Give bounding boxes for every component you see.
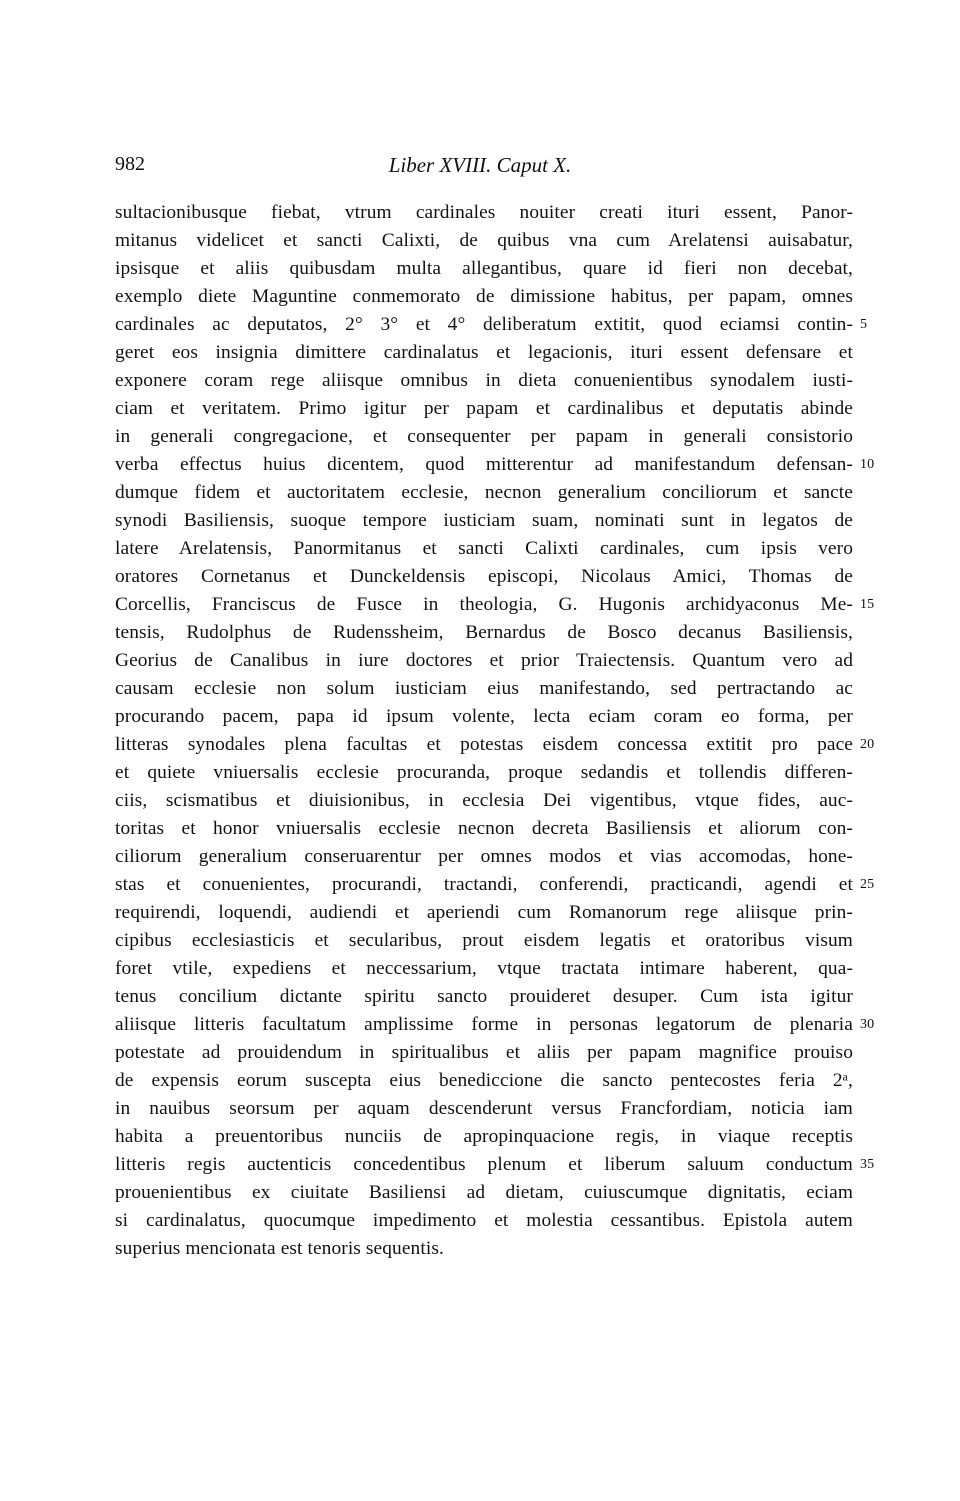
line-number: 10 [860,457,875,472]
text-line [115,255,853,283]
text-line-content: superius mencionata est tenoris sequentis. [115,1238,444,1259]
line-number: 20 [860,737,875,752]
text-line [115,367,853,395]
text-line [115,1123,853,1151]
text-line-content: geret eos insignia dimittere cardinalatus et legacionis, ituri essent defensare et [115,342,853,363]
text-line-content: procurando pacem, papa id ipsum volente, lecta eciam coram eo forma, per [115,706,853,727]
text-line [115,815,853,843]
text-line [115,1039,853,1067]
text-line [115,591,875,619]
text-line-content: toritas et honor vniuersalis ecclesie necnon decreta Basiliensis et aliorum con- [115,818,853,839]
text-line-content: prouenientibus ex ciuitate Basiliensi ad dietam, cuiuscumque dignitatis, eciam [115,1182,853,1203]
text-line-content: ciliorum generalium conseruarentur per omnes modos et vias accomodas, hone- [115,846,853,867]
line-number: 5 [860,317,868,332]
text-line [115,535,853,563]
text-line [115,423,853,451]
line-number: 15 [860,597,875,612]
text-line-content: et quiete vniuersalis ecclesie procuranda, proque sedandis et tollendis differen- [115,762,853,783]
text-line-content: dumque fidem et auctoritatem ecclesie, necnon generalium conciliorum et sancte [115,482,853,503]
text-line-content: Georius de Canalibus in iure doctores et prior Traiectensis. Quantum vero ad [115,650,853,671]
text-line-content: exemplo diete Maguntine conmemorato de dimissione habitus, per papam, omnes [115,286,853,307]
text-line-content: aliisque litteris facultatum amplissime forme in personas legatorum de plenaria [115,1014,853,1035]
text-line [115,1011,875,1039]
text-line [115,395,853,423]
text-line-content: synodi Basiliensis, suoque tempore iusticiam suam, nominati sunt in legatos de [115,510,853,531]
text-line-content: in generali congregacione, et consequenter per papam in generali consistorio [115,426,853,447]
text-line-content: tenus concilium dictante spiritu sancto prouideret desuper. Cum ista igitur [115,986,853,1007]
text-line [115,619,853,647]
text-line-content: oratores Cornetanus et Dunckeldensis episcopi, Nicolaus Amici, Thomas de [115,566,853,587]
text-line [115,199,853,227]
text-line-content: cardinales ac deputatos, 2° 3° et 4° deliberatum extitit, quod eciamsi contin- [115,314,853,335]
text-line-content: stas et conuenientes, procurandi, tractandi, conferendi, practicandi, agendi et [115,874,853,895]
text-line [115,759,853,787]
text-line-content: litteras synodales plena facultas et potestas eisdem concessa extitit pro pace [115,734,853,755]
text-line [115,983,853,1011]
text-line-content: cipibus ecclesiasticis et secularibus, prout eisdem legatis et oratoribus visum [115,930,853,951]
text-line [115,507,853,535]
text-line [115,731,875,759]
text-line [115,1067,853,1095]
text-line-content: latere Arelatensis, Panormitanus et sancti Calixti cardinales, cum ipsis vero [115,538,853,559]
running-title: Liber XVIII. Caput X. [388,153,572,177]
text-line [115,955,853,983]
text-line-content: habita a preuentoribus nunciis de apropinquacione regis, in viaque receptis [115,1126,853,1147]
text-line-content: Corcellis, Franciscus de Fusce in theologia, G. Hugonis archidyaconus Me- [115,594,853,615]
text-line [115,899,853,927]
text-line [115,1151,875,1179]
text-line [115,1235,853,1263]
text-line-content: requirendi, loquendi, audiendi et aperiendi cum Romanorum rege aliisque prin- [115,902,853,923]
text-line [115,647,853,675]
text-line-content: tensis, Rudolphus de Rudenssheim, Bernardus de Bosco decanus Basiliensis, [115,622,853,643]
text-line-content: mitanus videlicet et sancti Calixti, de quibus vna cum Arelatensi auisabatur, [115,230,853,251]
text-line-content: causam ecclesie non solum iusticiam eius manifestando, sed pertractando ac [115,678,853,699]
text-line [115,227,853,255]
text-line-content: exponere coram rege aliisque omnibus in dieta conuenientibus synodalem iusti- [115,370,853,391]
text-line-content: si cardinalatus, quocumque impedimento et molestia cessantibus. Epistola autem [115,1210,853,1231]
text-line-content: in nauibus seorsum per aquam descenderunt versus Francfordiam, noticia iam [115,1098,853,1119]
line-number: 25 [860,877,875,892]
text-line [115,1207,853,1235]
text-line [115,339,853,367]
body-text [115,199,875,1263]
text-line-content: ipsisque et aliis quibusdam multa allegantibus, quare id fieri non decebat, [115,258,853,279]
text-line-content: ciam et veritatem. Primo igitur per papam et cardinalibus et deputatis abinde [115,398,853,419]
text-line [115,479,853,507]
text-line [115,787,853,815]
text-line [115,451,875,479]
text-line-content: ciis, scismatibus et diuisionibus, in ecclesia Dei vigentibus, vtque fides, auc- [115,790,853,811]
text-line [115,703,853,731]
text-line [115,563,853,591]
text-line-content: foret vtile, expediens et neccessarium, vtque tractata intimare haberent, qua- [115,958,853,979]
text-line [115,675,853,703]
text-line-content: verba effectus huius dicentem, quod mitterentur ad manifestandum defensan- [115,454,853,475]
text-line-content: potestate ad prouidendum in spiritualibus et aliis per papam magnifice prouiso [115,1042,853,1063]
text-line-content: sultacionibusque fiebat, vtrum cardinales nouiter creati ituri essent, Panor- [115,202,853,223]
text-line-content: litteris regis auctenticis concedentibus plenum et liberum saluum conductum [115,1154,853,1175]
text-line [115,1095,853,1123]
text-line [115,311,868,339]
text-line-content: de expensis eorum suscepta eius benediccione die sancto pentecostes feria 2ᵃ, [115,1070,853,1091]
text-line [115,927,853,955]
text-line [115,871,875,899]
text-line [115,843,853,871]
line-number: 35 [860,1157,875,1172]
text-line [115,283,853,311]
line-number: 30 [860,1017,875,1032]
text-line [115,1179,853,1207]
page-number: 982 [115,153,145,175]
